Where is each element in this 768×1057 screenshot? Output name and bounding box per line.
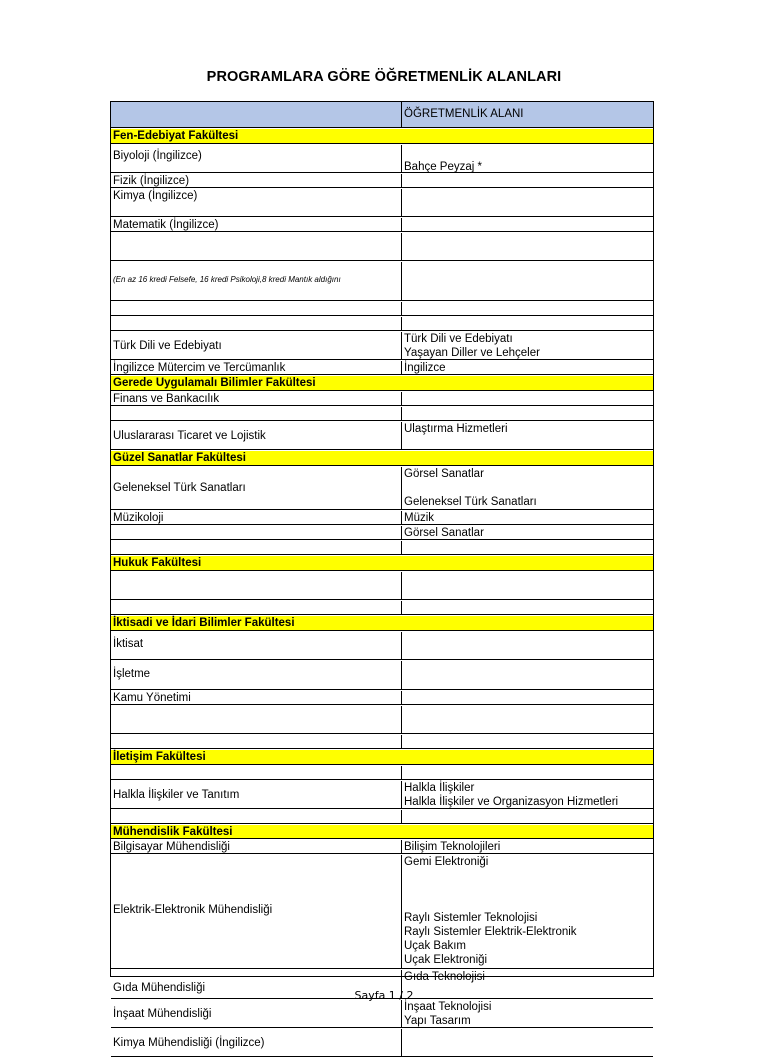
teaching-field-cell	[402, 332, 653, 359]
program-name: İktisat	[113, 638, 144, 650]
teaching-field-name: İngilizce	[404, 362, 446, 374]
table-row	[111, 541, 653, 555]
program-cell	[111, 174, 402, 187]
program-cell	[111, 317, 402, 330]
faculty-section-row	[111, 616, 653, 631]
program-name: Türk Dili ve Edebiyatı	[113, 340, 222, 352]
teaching-field-cell	[402, 632, 653, 659]
program-cell	[111, 262, 402, 300]
faculty-section-row	[111, 825, 653, 839]
teaching-field-cell	[402, 766, 653, 779]
teaching-field-cell	[402, 233, 653, 260]
table-row	[111, 302, 653, 316]
program-cell	[111, 572, 402, 599]
table-row	[111, 855, 653, 969]
program-cell	[111, 632, 402, 659]
teaching-field-name: Halkla İlişkiler Halkla İlişkiler ve Organizasyon Hizmetleri	[404, 782, 619, 808]
teaching-field-cell	[402, 541, 653, 554]
program-name: Elektrik-Elektronik Mühendisliği	[113, 904, 273, 916]
faculty-name: İktisadi ve İdari Bilimler Fakültesi	[113, 617, 295, 629]
program-cell	[111, 361, 402, 374]
table-row	[111, 840, 653, 854]
table-row	[111, 766, 653, 780]
table-row	[111, 467, 653, 510]
table-row	[111, 233, 653, 261]
teaching-field-cell	[402, 572, 653, 599]
program-cell	[111, 766, 402, 779]
program-name: Uluslararası Ticaret ve Lojistik	[113, 430, 266, 442]
program-cell	[111, 1000, 402, 1027]
header-cell-teaching-field	[402, 102, 653, 127]
teaching-field-name: Müzik	[404, 512, 435, 524]
header-cell-program	[111, 102, 402, 127]
teaching-field-cell	[402, 781, 653, 808]
teaching-field-cell	[402, 317, 653, 330]
teaching-field-cell	[402, 661, 653, 689]
faculty-name: İletişim Fakültesi	[113, 751, 206, 763]
faculty-name: Fen-Edebiyat Fakültesi	[113, 130, 239, 142]
faculty-cell	[111, 129, 653, 143]
table-header-row	[111, 102, 653, 128]
program-name: Biyoloji (İngilizce)	[113, 150, 202, 162]
program-name: Kimya Mühendisliği (İngilizce)	[113, 1037, 265, 1049]
program-name: Matematik (İngilizce)	[113, 219, 219, 231]
teaching-field-cell	[402, 361, 653, 374]
teaching-field-cell	[402, 840, 653, 853]
teaching-field-cell	[402, 1029, 653, 1056]
table-row	[111, 526, 653, 540]
program-name: İnşaat Mühendisliği	[113, 1008, 212, 1020]
program-name: İngilizce Mütercim ve Tercümanlık	[113, 362, 286, 374]
teaching-field-name: Bilişim Teknolojileri	[404, 841, 501, 853]
program-cell	[111, 218, 402, 231]
program-cell	[111, 661, 402, 689]
teaching-field-cell	[402, 1000, 653, 1027]
teaching-field-cell	[402, 302, 653, 315]
program-cell	[111, 526, 402, 539]
faculty-name: Mühendislik Fakültesi	[113, 826, 233, 838]
table-row	[111, 361, 653, 375]
program-cell	[111, 189, 402, 216]
program-cell	[111, 691, 402, 704]
program-cell	[111, 422, 402, 449]
table-row	[111, 691, 653, 705]
program-name: Finans ve Bankacılık	[113, 393, 220, 405]
program-cell	[111, 601, 402, 614]
teaching-field-cell	[402, 262, 653, 300]
teaching-field-cell	[402, 511, 653, 524]
program-cell	[111, 467, 402, 509]
table-row	[111, 145, 653, 173]
table-row	[111, 735, 653, 749]
teaching-field-name: Gemi Elektroniği Raylı Sistemler Teknolojisi Raylı Sistemler Elektrik-Elektronik Uçak Bakım Uçak Elektroniği	[404, 856, 577, 966]
faculty-cell	[111, 750, 653, 764]
program-cell	[111, 855, 402, 968]
program-cell	[111, 407, 402, 420]
table-row	[111, 392, 653, 406]
page-title: PROGRAMLARA GÖRE ÖĞRETMENLİK ALANLARI	[206, 69, 562, 85]
table-row	[111, 422, 653, 450]
teaching-field-cell	[402, 407, 653, 420]
program-cell	[111, 541, 402, 554]
table-row	[111, 218, 653, 232]
program-cell	[111, 511, 402, 524]
program-cell	[111, 1029, 402, 1056]
teaching-field-cell	[402, 467, 653, 509]
teaching-field-name: Ulaştırma Hizmetleri	[404, 423, 508, 435]
program-name: Kamu Yönetimi	[113, 692, 191, 704]
program-name: Fizik (İngilizce)	[113, 175, 190, 187]
program-cell	[111, 735, 402, 748]
teaching-field-cell	[402, 392, 653, 405]
faculty-name: Gerede Uygulamalı Bilimler Fakültesi	[113, 377, 316, 389]
teaching-field-cell	[402, 691, 653, 704]
teaching-field-cell	[402, 174, 653, 187]
teaching-field-cell	[402, 810, 653, 823]
table-row	[111, 781, 653, 809]
table-row	[111, 810, 653, 824]
program-name: İşletme	[113, 668, 151, 680]
teaching-field-cell	[402, 189, 653, 216]
teaching-field-cell	[402, 145, 653, 172]
faculty-cell	[111, 616, 653, 630]
faculty-cell	[111, 376, 653, 390]
table-row	[111, 511, 653, 525]
table-row	[111, 601, 653, 615]
program-cell	[111, 145, 402, 172]
table-row	[111, 706, 653, 734]
program-name: Bilgisayar Mühendisliği	[113, 841, 230, 853]
faculty-section-row	[111, 451, 653, 466]
teaching-field-name: Gıda Teknolojisi	[404, 971, 485, 983]
teaching-field-cell	[402, 706, 653, 733]
teaching-field-name: Bahçe Peyzaj *	[404, 161, 482, 173]
program-cell	[111, 392, 402, 405]
program-cell	[111, 781, 402, 808]
table-row	[111, 1029, 653, 1057]
faculty-section-row	[111, 376, 653, 391]
program-cell	[111, 233, 402, 260]
program-cell	[111, 332, 402, 359]
table-row	[111, 661, 653, 690]
program-name: Halkla İlişkiler ve Tanıtım	[113, 789, 240, 801]
table-row	[111, 262, 653, 301]
program-cell	[111, 840, 402, 853]
faculty-cell	[111, 451, 653, 465]
teaching-field-cell	[402, 735, 653, 748]
table-row	[111, 407, 653, 421]
teaching-field-name: İnşaat Teknolojisi Yapı Tasarım	[404, 1001, 492, 1027]
page-footer: Sayfa 1 / 2	[354, 989, 414, 1002]
table-row	[111, 317, 653, 331]
teaching-field-cell	[402, 601, 653, 614]
faculty-section-row	[111, 556, 653, 571]
table-row	[111, 632, 653, 660]
faculty-name: Güzel Sanatlar Fakültesi	[113, 452, 246, 464]
header-label-teaching-field: ÖĞRETMENLİK ALANI	[404, 108, 524, 120]
program-name: Gıda Mühendisliği	[113, 982, 206, 994]
program-name: Müzikoloji	[113, 512, 164, 524]
faculty-section-row	[111, 129, 653, 144]
teaching-field-cell	[402, 855, 653, 968]
teaching-field-cell	[402, 422, 653, 449]
faculty-section-row	[111, 750, 653, 765]
teaching-field-name: Görsel Sanatlar Geleneksel Türk Sanatları	[404, 468, 537, 508]
program-cell	[111, 302, 402, 315]
program-name: Kimya (İngilizce)	[113, 190, 198, 202]
program-cell	[111, 706, 402, 733]
teaching-field-cell	[402, 526, 653, 539]
faculty-cell	[111, 825, 653, 838]
table-row	[111, 174, 653, 188]
program-name: (En az 16 kredi Felsefe, 16 kredi Psikoloji,8 kredi Mantık aldığını	[113, 275, 341, 284]
program-name: Geleneksel Türk Sanatları	[113, 482, 246, 494]
table-row	[111, 572, 653, 600]
faculty-name: Hukuk Fakültesi	[113, 557, 202, 569]
faculty-cell	[111, 556, 653, 570]
table-row	[111, 332, 653, 360]
teaching-field-name: Türk Dili ve Edebiyatı Yaşayan Diller ve Lehçeler	[404, 333, 540, 359]
table-row	[111, 189, 653, 217]
teaching-field-cell	[402, 218, 653, 231]
teaching-field-name: Görsel Sanatlar	[404, 527, 484, 539]
program-cell	[111, 810, 402, 823]
